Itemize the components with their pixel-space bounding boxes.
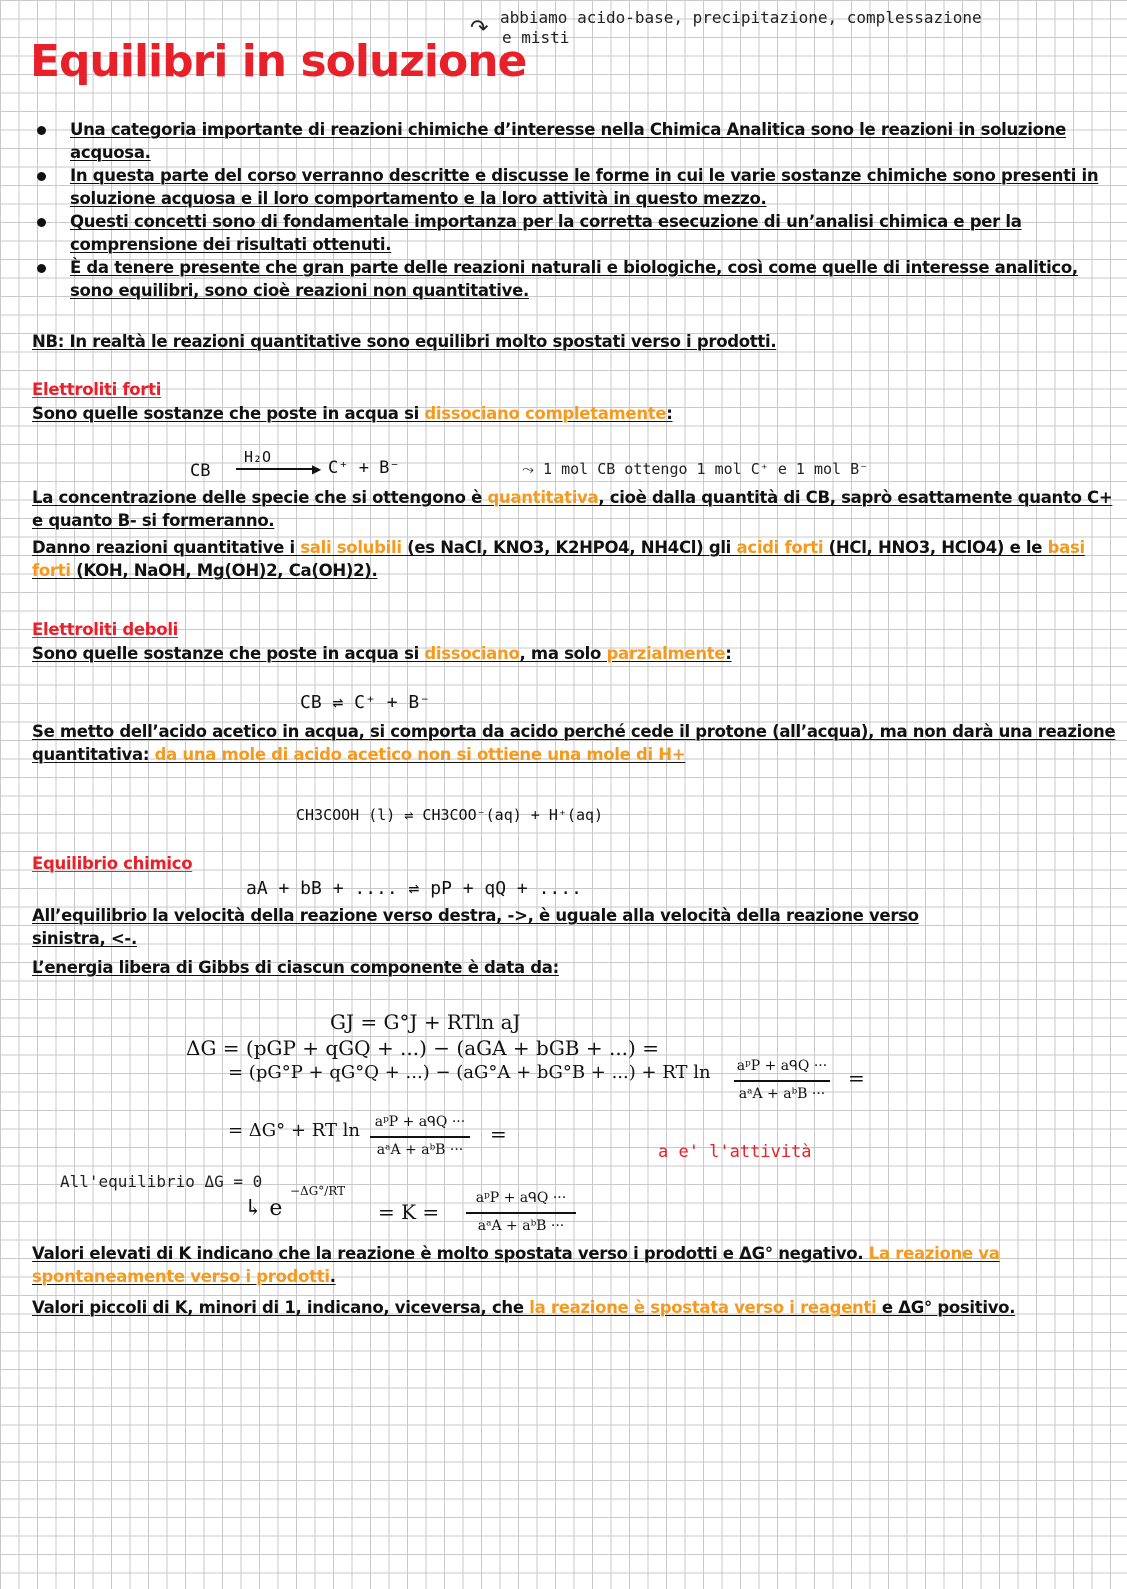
weak-intro: Sono quelle sostanze che poste in acqua si dissociano, ma solo parzialmente:: [32, 644, 732, 663]
strong-reaction-arrow-label: H₂O: [244, 448, 272, 466]
intro-bullets: [30, 118, 1115, 302]
strong-concentration: La concentrazione delle specie che si ottengono è quantitativa, cioè dalla quantità di CB, saprò esattamente quanto C+ e quanto B- si formeranno.: [32, 488, 1113, 530]
quotient-denominator: aᵃA + aᵇB ···: [376, 1142, 464, 1158]
acetic-reaction: CH3COOH (l) ⇌ CH3COO⁻(aq) + H⁺(aq): [296, 806, 604, 824]
strong-reaction-left: CB: [190, 461, 211, 481]
equilibrium-heading: Equilibrio chimico: [32, 854, 193, 873]
equation-delta-g: ΔG = (pGP + qGQ + ...) − (aGA + bGB + ...) =: [186, 1036, 659, 1060]
reaction-arrow: [236, 468, 318, 470]
at-equilibrium-note: All'equilibrio ΔG = 0: [60, 1172, 263, 1191]
bullet-item: È da tenere presente che gran parte delle reazioni naturali e biologiche, così come quelle di interesse analitico, sono equilibri, sono cioè reazioni non quantitative.: [30, 256, 1115, 302]
large-k-explanation: Valori elevati di K indicano che la reazione è molto spostata verso i prodotti e ΔG° negativo. La reazione va spontaneamente verso i prodotti.: [32, 1244, 1000, 1286]
quotient-numerator: aᵖP + aᑫQ ···: [736, 1058, 828, 1074]
quotient-denominator: aᵃA + aᵇB ···: [738, 1086, 826, 1102]
weak-reaction: CB ⇌ C⁺ + B⁻: [300, 692, 431, 713]
side-note-line1: abbiamo acido-base, precipitazione, complessazione: [500, 8, 982, 27]
bullet-dot-icon: [37, 264, 46, 273]
strong-electrolytes-heading: Elettroliti forti: [32, 380, 162, 399]
equation-delta-g-short: = ΔG° + RT ln: [228, 1120, 361, 1141]
equation-k-equals: = K =: [378, 1200, 440, 1224]
equation-gibbs-component: GJ = G°J + RTln aJ: [330, 1010, 521, 1034]
side-note-line2: e misti: [502, 28, 570, 47]
general-reaction: aA + bB + .... ⇌ pP + qQ + ....: [246, 878, 582, 899]
strong-reaction-note: ⤳ 1 mol CB ottengo 1 mol C⁺ e 1 mol B⁻: [522, 460, 869, 478]
equilibrium-rates: All’equilibrio la velocità della reazione verso destra, ->, è uguale alla velocità della reazione verso sinistra, <-.: [32, 906, 919, 948]
strong-reaction-right: C⁺ + B⁻: [328, 458, 400, 478]
bullet-item: Questi concetti sono di fondamentale importanza per la corretta esecuzione di un’analisi chimica e per la comprensione dei risultati ottenuti.: [30, 210, 1115, 256]
curved-arrow-icon: ↷: [470, 16, 489, 41]
weak-electrolytes-heading: Elettroliti deboli: [32, 620, 179, 639]
activity-note: a e' l'attività: [658, 1142, 812, 1162]
fraction-bar: [734, 1080, 830, 1082]
gibbs-intro: L’energia libera di Gibbs di ciascun componente è data da:: [32, 958, 559, 977]
weak-acetic-acid: Se metto dell’acido acetico in acqua, si comporta da acido perché cede il protone (all’acqua), ma non darà una reazione quantitativa: da una mole di acido acetico non si ottiene una mole di H+: [32, 722, 1116, 764]
arrow-head-icon: ▶: [312, 462, 322, 476]
fraction-bar: [370, 1136, 470, 1138]
bullet-item: In questa parte del corso verranno descritte e discusse le forme in cui le varie sostanze chimiche sono presenti in soluzione acquosa e il loro comportamento e la loro attività in questo mezzo.: [30, 164, 1115, 210]
small-k-explanation: Valori piccoli di K, minori di 1, indicano, viceversa, che la reazione è spostata verso i reagenti e ΔG° positivo.: [32, 1298, 1016, 1317]
fraction-bar: [466, 1212, 576, 1214]
page-title: Equilibri in soluzione: [30, 36, 527, 87]
nb-note: NB: In realtà le reazioni quantitative sono equilibri molto spostati verso i prodotti.: [32, 332, 777, 351]
equation-k-exponent: −ΔG°/RT: [290, 1184, 346, 1198]
bullet-dot-icon: [37, 126, 46, 135]
strong-intro: Sono quelle sostanze che poste in acqua si dissociano completamente:: [32, 404, 673, 423]
side-note: [500, 8, 982, 48]
strong-examples: Danno reazioni quantitative i sali solubili (es NaCl, KNO3, K2HPO4, NH4Cl) gli acidi forti (HCl, HNO3, HClO4) e le basi forti (KOH, NaOH, Mg(OH)2, Ca(OH)2).: [32, 538, 1085, 580]
bullet-dot-icon: [37, 218, 46, 227]
quotient-numerator: aᵖP + aᑫQ ···: [475, 1190, 567, 1206]
bullet-dot-icon: [37, 172, 46, 181]
quotient-denominator: aᵃA + aᵇB ···: [477, 1218, 565, 1234]
equals-sign: =: [848, 1066, 865, 1090]
equals-sign: =: [490, 1122, 507, 1146]
equation-delta-g-standard: = (pG°P + qG°Q + ...) − (aG°A + bG°B + ...) + RT ln: [228, 1062, 711, 1083]
quotient-numerator: aᵖP + aᑫQ ···: [374, 1114, 466, 1130]
equation-k-exp: ↳ e: [244, 1196, 283, 1221]
bullet-item: Una categoria importante di reazioni chimiche d’interesse nella Chimica Analitica sono le reazioni in soluzione acquosa.: [30, 118, 1115, 164]
